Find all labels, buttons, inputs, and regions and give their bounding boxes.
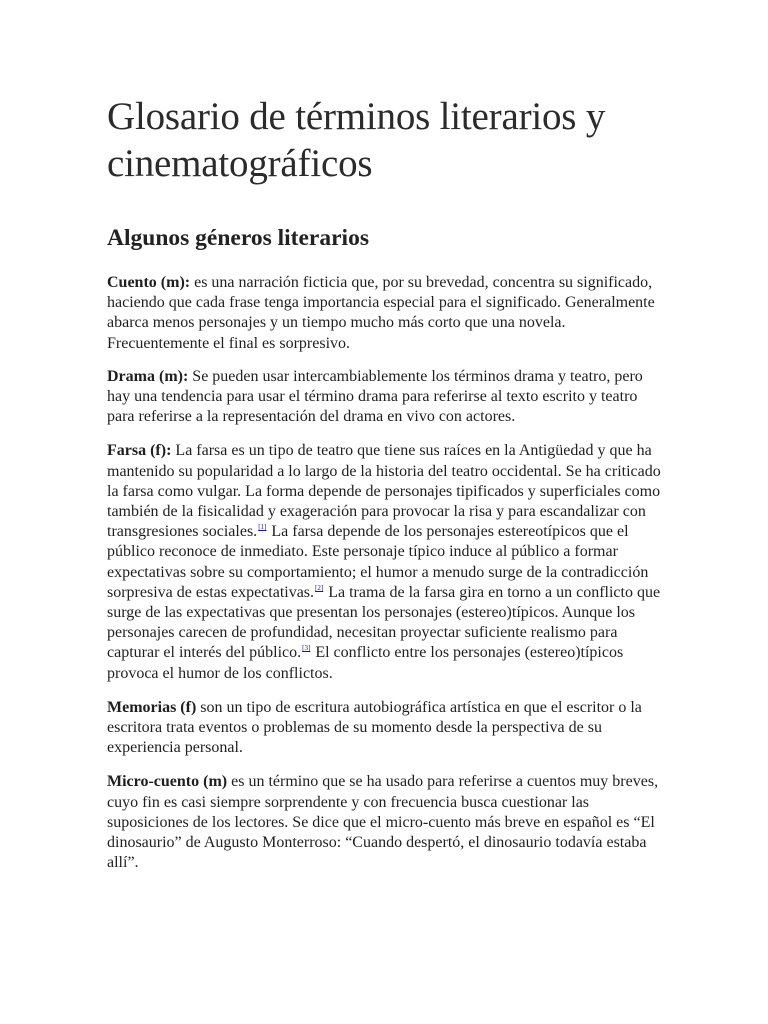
glossary-entry-drama — [107, 367, 665, 428]
footnote-ref-3[interactable]: [3] — [302, 644, 311, 653]
footnote-ref-2[interactable]: [2] — [315, 583, 324, 592]
glossary-entry-micro-cuento — [107, 772, 665, 873]
glossary-entry-memorias — [107, 698, 665, 759]
entry-definition-farsa-part-4: El conflicto entre los personajes (estereo)típicos provoca el humor de los conflictos. — [107, 644, 624, 682]
entry-term-cuento: Cuento (m): — [107, 274, 191, 291]
entry-definition-cuento: es una narración ficticia que, por su brevedad, concentra su significado, haciendo que cada frase tenga importancia especial para el significado. Generalmente abarca menos personajes y un tiempo mucho más corto que una novela. Frecuentemente el final es sorpresivo. — [107, 274, 655, 352]
entry-definition-farsa-part-2: La farsa depende de los personajes estereotípicos que el público reconoce de inmediato. Este personaje típico induce al público a formar expectativas sobre su comportamiento; el humor a menudo surge de la contradicción sorpresiva de estas expectativas. — [107, 523, 649, 601]
entry-definition-drama: Se pueden usar intercambiablemente los términos drama y teatro, pero hay una tendencia para usar el término drama para referirse al texto escrito y teatro para referirse a la representación del drama en vivo con actores. — [107, 367, 643, 426]
entry-definition-micro-cuento: es un término que se ha usado para referirse a cuentos muy breves, cuyo fin es casi siempre sorprendente y con frecuencia busca cuestionar las suposiciones de los lectores. Se dice que el micro-cuento más breve en español es “El dinosaurio” de Augusto Monterroso: “Cuando despertó, el dinosaurio todavía estaba allí”. — [107, 773, 659, 872]
entry-definition-farsa-part-3: La trama de la farsa gira en torno a un conflicto que surge de las expectativas que presentan los personajes (estereo)típicos. Aunque los personajes carecen de profundidad, necesitan proyectar suficiente realismo para capturar el interés del público. — [107, 583, 661, 662]
entry-definition-memorias: son un tipo de escritura autobiográfica artística en que el escritor o la escritora trata eventos o problemas de su momento desde la perspectiva de su experiencia personal. — [107, 698, 642, 757]
entry-term-farsa: Farsa (f): — [107, 442, 172, 460]
glossary-entry-cuento — [107, 273, 665, 354]
footnote-ref-1[interactable]: [1] — [258, 523, 267, 532]
page-title: Glosario de términos literarios y cinematográficos — [107, 95, 606, 185]
section-heading: Algunos géneros literarios — [107, 225, 369, 251]
entry-term-drama: Drama (m): — [107, 367, 189, 385]
entry-term-micro-cuento: Micro-cuento (m) — [107, 773, 228, 791]
document-page — [107, 93, 665, 873]
entry-definition-farsa-part-1: La farsa es un tipo de teatro que tiene sus raíces en la Antigüedad y que ha mantenido su popularidad a lo largo de la historia del teatro occidental. Se ha criticado la farsa como vulgar. La forma depende de personajes tipificados y superficiales como también de la fisicalidad y exageración para provocar la risa y para escandalizar con transgresiones sociales. — [107, 442, 661, 541]
glossary-entry-farsa — [107, 441, 665, 683]
entry-term-memorias: Memorias (f) — [107, 698, 197, 716]
